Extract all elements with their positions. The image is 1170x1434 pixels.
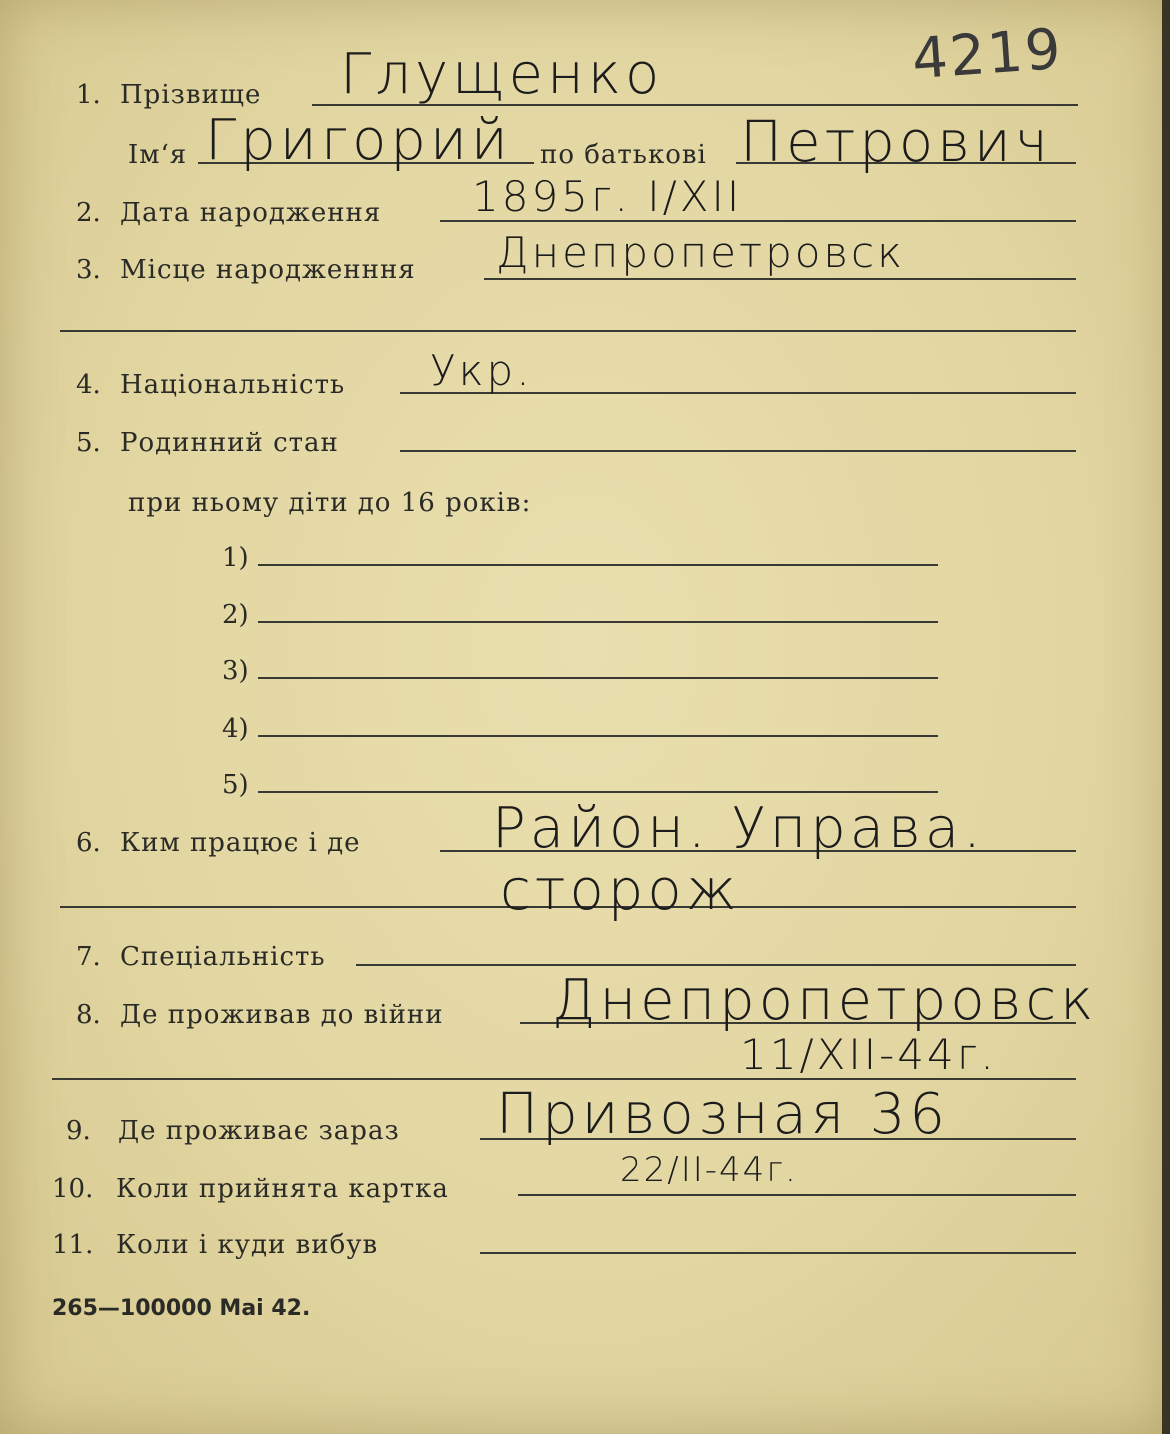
child-2-line [258, 621, 938, 623]
child-3-line [258, 677, 938, 679]
field-number-departure: 11. [52, 1230, 94, 1260]
current-residence-value: Привозная 36 [496, 1082, 950, 1147]
surname-label: Прізвище [120, 80, 262, 110]
child-4-line [258, 735, 938, 737]
prewar-residence-value-line1: Днепропетровск [552, 968, 1098, 1033]
surname-value: Глущенко [340, 42, 664, 107]
child-2-number: 2) [222, 600, 249, 630]
child-5-number: 5) [222, 770, 249, 800]
children-label: при ньому діти до 16 років: [128, 488, 532, 518]
field-number-nationality: 4. [76, 370, 101, 400]
marital-status-line [400, 450, 1076, 452]
card-accepted-line [518, 1194, 1076, 1196]
child-1-number: 1) [222, 543, 249, 573]
prewar-residence-value-line2: 11/XII-44г. [740, 1030, 997, 1079]
current-residence-label: Де проживає зараз [118, 1116, 400, 1146]
specialty-label: Спеціальність [120, 942, 326, 972]
patronymic-value: Петрович [740, 110, 1052, 175]
occupation-label: Ким працює і де [120, 828, 361, 858]
first-name-value: Григорий [205, 108, 512, 173]
child-5-line [258, 791, 938, 793]
occupation-value-line1: Район. Управа. [492, 796, 985, 861]
occupation-value-line2: сторож [500, 858, 741, 923]
nationality-value: Укр. [430, 346, 533, 395]
departure-label: Коли і куди вибув [116, 1230, 379, 1260]
birth-place-extra-line [60, 330, 1076, 332]
birth-place-line [484, 278, 1076, 280]
child-1-line [258, 564, 938, 566]
print-info: 265—100000 Mai 42. [52, 1296, 311, 1321]
field-number-specialty: 7. [76, 942, 101, 972]
field-number-prewar-residence: 8. [76, 1000, 101, 1030]
specialty-line [356, 964, 1076, 966]
birth-place-label: Місце народженння [120, 255, 416, 285]
departure-line [480, 1252, 1076, 1254]
field-number-marital-status: 5. [76, 428, 101, 458]
field-number-surname: 1. [76, 80, 101, 110]
birth-date-value: 1895г. I/XII [472, 172, 743, 221]
first-name-label: Ім‘я [128, 140, 188, 170]
child-3-number: 3) [222, 656, 249, 686]
card-accepted-label: Коли прийнята картка [116, 1174, 449, 1204]
birth-place-value: Днепропетровск [496, 228, 906, 277]
prewar-residence-label: Де проживав до війни [120, 1000, 444, 1030]
marital-status-label: Родинний стан [120, 428, 339, 458]
nationality-label: Національність [120, 370, 346, 400]
child-4-number: 4) [222, 714, 249, 744]
prewar-residence-extra-line [52, 1078, 1076, 1080]
field-number-occupation: 6. [76, 828, 101, 858]
birth-date-label: Дата народження [120, 198, 382, 228]
field-number-birth-place: 3. [76, 255, 101, 285]
field-number-card-accepted: 10. [52, 1174, 94, 1204]
archive-number: 4219 [909, 16, 1065, 93]
card-accepted-value: 22/II-44г. [620, 1150, 798, 1190]
patronymic-label: по батькові [540, 140, 707, 170]
field-number-current-residence: 9. [66, 1116, 91, 1146]
field-number-birth-date: 2. [76, 198, 101, 228]
